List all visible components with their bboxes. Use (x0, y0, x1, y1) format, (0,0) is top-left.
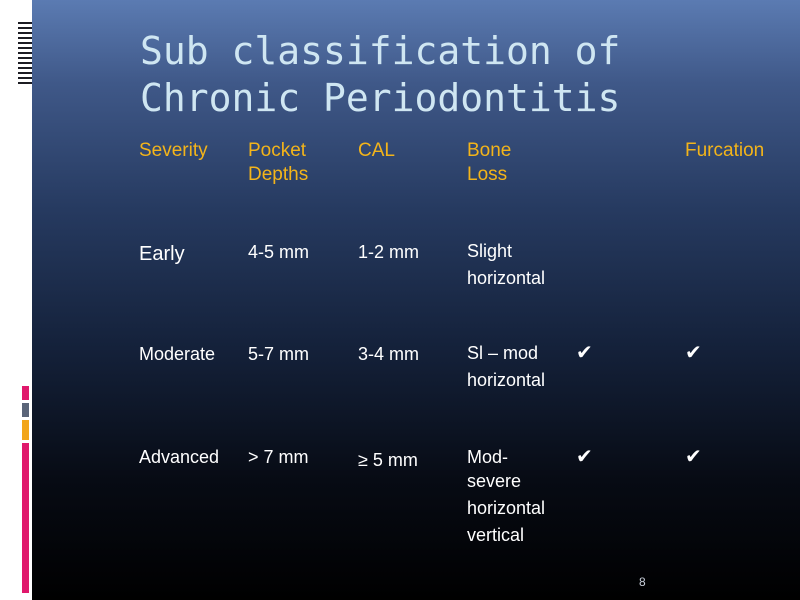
header-pocket-line-1: Pocket (248, 140, 307, 161)
decorative-bar-gray (22, 403, 29, 417)
title-line-1: Sub classification of (140, 29, 621, 73)
row-advanced-pocket: > 7 mm (248, 447, 309, 467)
row-early-pocket: 4-5 mm (248, 242, 310, 262)
row-moderate-bone-line-2: horizontal (467, 370, 546, 390)
row-moderate-bone-line-1: Sl – mod (467, 343, 539, 363)
row-advanced-check-furcation-icon: ✔ (685, 444, 702, 468)
header-bone-line-2: Loss (467, 164, 508, 185)
row-advanced-bone-line-2: severe (467, 471, 522, 491)
row-moderate-check-col5-icon: ✔ (576, 340, 593, 364)
row-moderate-cal: 3-4 mm (358, 344, 420, 364)
title-line-2: Chronic Periodontitis (140, 76, 621, 120)
header-pocket-depths (248, 139, 308, 187)
row-early-bone-line-2: horizontal (467, 268, 546, 288)
header-pocket-line-2: Depths (248, 164, 309, 185)
header-bone-line-1: Bone (467, 140, 512, 161)
decorative-bar-orange (22, 420, 29, 440)
decorative-stripes (18, 22, 32, 92)
row-early-cal: 1-2 mm (358, 242, 420, 262)
decorative-strip (0, 0, 30, 600)
decorative-bar-magenta-long (22, 443, 29, 593)
header-furcation: Furcation (685, 140, 765, 161)
row-early-bone-loss (467, 238, 545, 292)
page-number: 8 (639, 575, 646, 589)
row-moderate-pocket: 5-7 mm (248, 344, 310, 364)
row-moderate-severity: Moderate (139, 344, 216, 364)
header-cal: CAL (358, 140, 395, 161)
header-bone-loss (467, 139, 511, 187)
row-advanced-bone-line-4: vertical (467, 525, 525, 545)
row-advanced-check-col5-icon: ✔ (576, 444, 593, 468)
row-early-severity: Early (139, 243, 185, 265)
row-moderate-bone-loss (467, 340, 545, 394)
row-moderate-check-furcation-icon: ✔ (685, 340, 702, 364)
header-severity: Severity (139, 140, 208, 161)
slide-title (140, 28, 780, 122)
row-early-bone-line-1: Slight (467, 241, 513, 261)
row-advanced-bone-line-1: Mod- (467, 447, 509, 467)
row-advanced-bone-line-3: horizontal (467, 498, 546, 518)
row-advanced-bone-loss (467, 445, 545, 547)
row-advanced-severity: Advanced (139, 447, 220, 467)
decorative-bar-magenta-small (22, 386, 29, 400)
row-advanced-cal: ≥ 5 mm (358, 450, 418, 470)
